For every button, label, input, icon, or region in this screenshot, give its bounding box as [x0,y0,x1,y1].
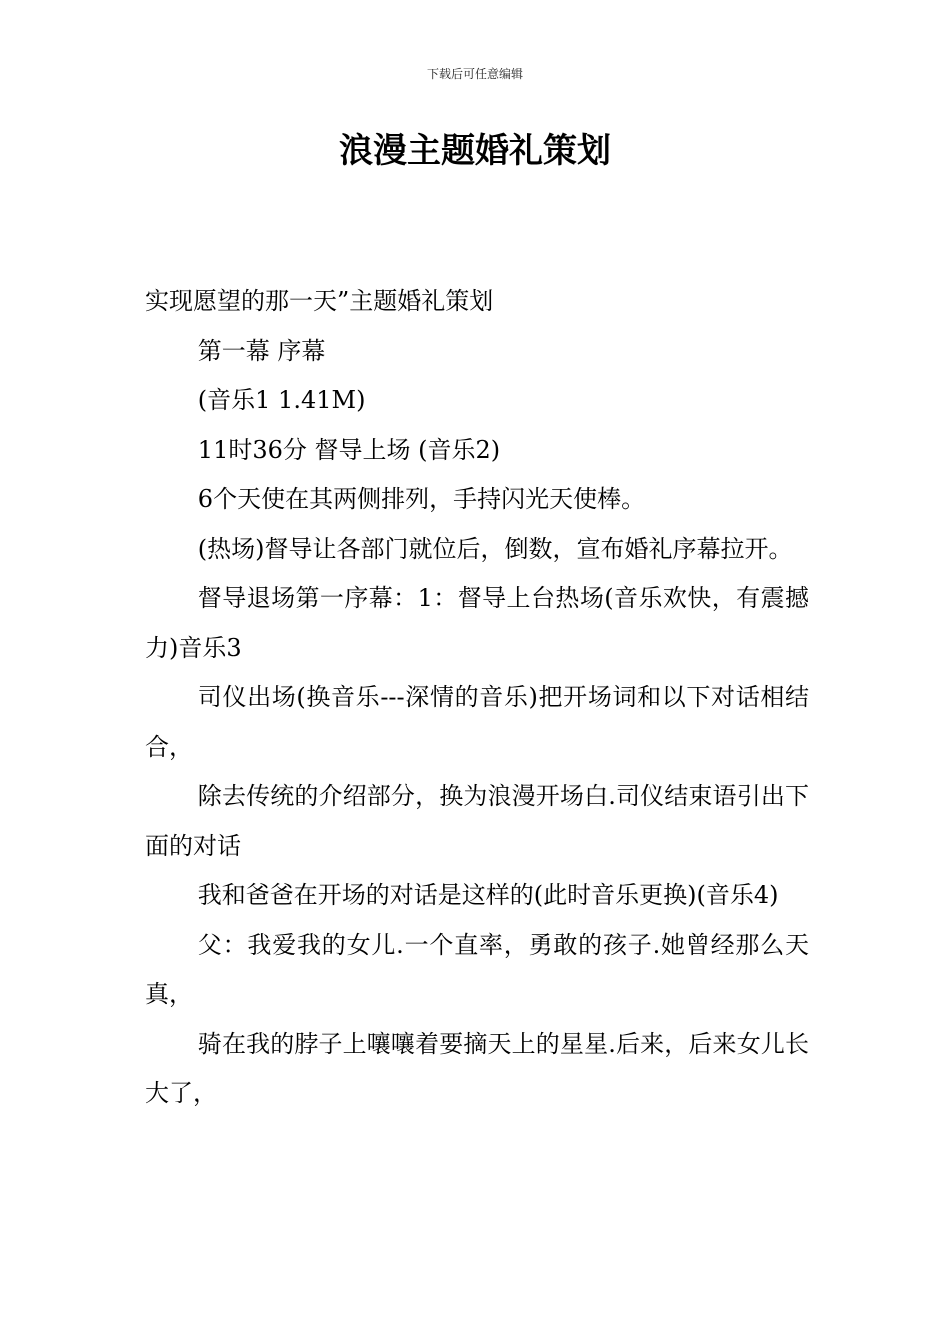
document-title: 浪漫主题婚礼策划 [339,131,611,171]
paragraph: (热场)督导让各部门就位后，倒数，宣布婚礼序幕拉开。 [197,534,793,563]
paragraph: 父：我爱我的女儿.一个直率，勇敢的孩子.她曾经那么天真， [145,930,809,1008]
header-note: 下载后可任意编辑 [426,67,523,81]
paragraph: 我和爸爸在开场的对话是这样的(此时音乐更换)(音乐4) [197,881,779,909]
paragraph: 司仪出场(换音乐---深情的音乐)把开场词和以下对话相结合， [145,683,809,761]
paragraph: 除去传统的介绍部分，换为浪漫开场白.司仪结束语引出下面的对话 [145,782,809,860]
paragraph: 6个天使在其两侧排列，手持闪光天使棒。 [197,485,646,513]
paragraph: 督导退场第一序幕：1：督导上台热场(音乐欢快，有震撼力)音乐3 [145,584,809,662]
paragraph: 11时36分 督导上场 (音乐2) [197,435,501,464]
paragraph: 第一幕 序幕 [197,336,326,365]
paragraph: (音乐1 1.41M) [197,386,366,414]
paragraph: 骑在我的脖子上嚷嚷着要摘天上的星星.后来，后来女儿长大了， [145,1029,809,1107]
paragraph: 实现愿望的那一天”主题婚礼策划 [145,287,494,315]
document-body [145,277,809,1119]
